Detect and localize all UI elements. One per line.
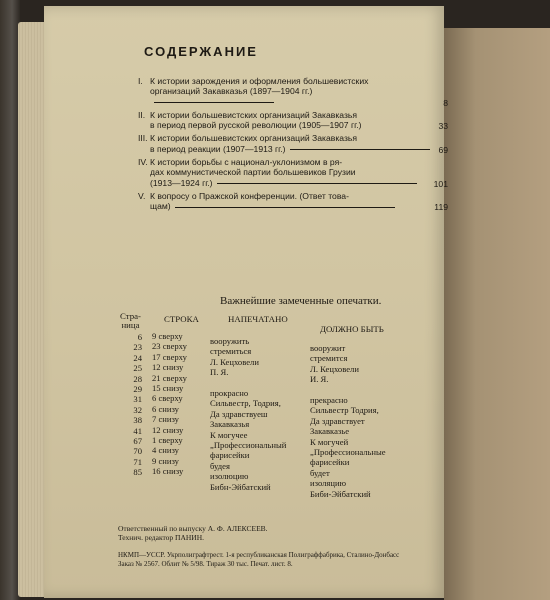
errata-cell-should: будет (310, 467, 330, 478)
errata-cell-printed: „Профессиональный (210, 440, 287, 451)
errata-cell-page: 6 (137, 332, 142, 342)
toc-item-4: IV. К истории борьбы с национал-уклонизмом в ря- дах коммунистической партии большевиков Грузии (1913—1924 гг.) 101 (138, 157, 448, 189)
errata-cell-page: 29 (133, 384, 142, 395)
errata-cell-line: 17 сверху (152, 351, 187, 362)
errata-cell-should: прекрасно (310, 395, 348, 406)
toc-page-number: 101 (433, 178, 448, 189)
toc-item-3: III. К истории большевистских организаций Закавказья в период реакции (1907—1913 гг.) 69 (138, 133, 448, 155)
errata-cell-should: Биби-Эйбатский (310, 488, 371, 499)
errata-cell-should: И. Я. (310, 374, 329, 385)
errata-cell-line: 16 снизу (152, 466, 184, 477)
toc-page-number: 8 (443, 97, 448, 108)
errata-cell-page: 70 (133, 446, 142, 457)
errata-cell-page: 28 (133, 373, 142, 384)
errata-cell-should: „Профессиональные (310, 447, 386, 458)
errata-cell-page: 85 (133, 467, 142, 478)
errata-cell-printed: будея (210, 460, 230, 471)
errata-cell-printed: Да здравствуеш (210, 408, 268, 419)
book-spine (0, 0, 20, 600)
header-printed: НАПЕЧАТАНО (228, 314, 288, 324)
errata-cell-page: 31 (133, 394, 142, 405)
errata-cell-should: фарисейки (310, 457, 350, 468)
errata-cell-should: стремится (310, 353, 348, 364)
errata-cell-page: 41 (133, 425, 142, 436)
toc-item-5: V. К вопросу о Пражской конференции. (Ответ това- щам) 119 (138, 190, 448, 213)
contents-title: СОДЕРЖАНИЕ (144, 44, 258, 59)
errata-cell-printed: изолюцию (210, 471, 249, 482)
errata-cell-printed (210, 378, 286, 388)
errata-cell-page: 25 (133, 363, 142, 374)
errata-cell-line: 9 снизу (152, 455, 179, 466)
errata-column-printed (210, 336, 286, 492)
publication-credits: Ответственный по выпуску А. Ф. АЛЕКСЕЕВ. Технич. редактор ПАНИН. (118, 524, 268, 542)
book-cover-right (444, 28, 550, 600)
errata-cell-line: 21 сверху (152, 372, 187, 383)
errata-cell-printed: Л. Кецховели (210, 356, 259, 367)
book-page (44, 6, 448, 598)
errata-cell-line: 6 снизу (152, 403, 179, 414)
errata-cell-line: 1 сверху (152, 435, 183, 446)
errata-cell-line: 7 снизу (152, 414, 179, 425)
header-page: Стра- ница (120, 311, 141, 330)
errata-cell-printed: П. Я. (210, 367, 229, 378)
errata-cell-page: 67 (133, 436, 142, 447)
errata-cell-should (310, 385, 386, 395)
toc-page-number: 69 (438, 144, 448, 155)
errata-cell-should: Л. Кецховели (310, 363, 359, 374)
errata-cell-printed: Закавказья (210, 419, 250, 430)
errata-cell-page: 23 (133, 342, 142, 353)
toc-page-number: 33 (438, 121, 448, 132)
errata-cell-printed: Сильвестр, Тодрия, (210, 398, 281, 409)
errata-column-page (124, 332, 142, 488)
errata-cell-page (124, 478, 142, 488)
errata-cell-page: 24 (133, 352, 142, 363)
toc-item-1: I. К истории зарождения и оформления большевистских организаций Закавказья (1897—1904 гг.) 8 (138, 76, 448, 108)
errata-column-should-be (310, 343, 386, 499)
errata-cell-printed: стремиться (210, 346, 252, 357)
errata-cell-should: вооружит (310, 343, 346, 353)
errata-cell-printed: фарисейки (210, 450, 250, 461)
errata-cell-printed: Бибн-Эйбатский (210, 481, 271, 492)
errata-cell-should: изоляцию (310, 478, 346, 489)
errata-cell-line: 12 снизу (152, 362, 184, 373)
errata-cell-line: 12 снизу (152, 424, 184, 435)
errata-cell-printed: прокрасно (210, 388, 249, 399)
errata-cell-should: Закавказье (310, 426, 350, 437)
errata-cell-line: 6 сверху (152, 393, 183, 404)
errata-cell-printed: вооружить (210, 336, 250, 346)
errata-column-line (152, 331, 187, 487)
header-line: СТРОКА (164, 314, 199, 324)
errata-cell-line: 4 снизу (152, 445, 179, 456)
toc-page-number: 119 (434, 202, 448, 213)
errata-title: Важнейшие замеченные опечатки. (220, 295, 382, 307)
errata-cell-page: 71 (133, 456, 142, 467)
errata-cell-line: 15 снизу (152, 383, 184, 394)
errata-cell-printed: К могучее (210, 429, 248, 440)
errata-cell-page: 38 (133, 415, 142, 426)
errata-cell-should: Сильвестр Тодрия, (310, 405, 379, 416)
table-of-contents (138, 76, 448, 215)
errata-cell-page: 32 (133, 404, 142, 415)
errata-cell-line (152, 477, 187, 487)
errata-cell-should: Да здравствует (310, 415, 365, 426)
errata-cell-line: 23 сверху (152, 341, 187, 352)
header-should-be: ДОЛЖНО БЫТЬ (320, 324, 384, 334)
errata-cell-should: К могучей (310, 436, 349, 447)
toc-item-2: II. К истории большевистских организаций Закавказья в период первой русской революции (1905—1907 гг.) 33 (138, 109, 448, 132)
errata-cell-line: 9 сверху (152, 331, 183, 341)
printing-imprint: НКМП—УССР. Укрполиграфтрест. 1-я республиканская Полиграффабрика, Сталино-Донбасс Заказ № 2567. Облит № 5/98. Тираж 30 тыс. Печат. лист. 8. (118, 551, 400, 568)
